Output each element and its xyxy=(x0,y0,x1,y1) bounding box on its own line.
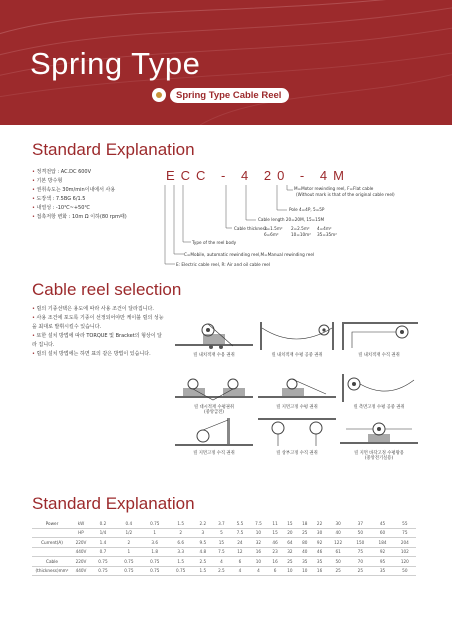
row-subheader: 440V xyxy=(72,566,90,576)
table-cell: 0.75 xyxy=(142,557,168,567)
selection-bullets xyxy=(32,305,164,359)
table-cell: 92 xyxy=(371,547,393,557)
table-cell: 40 xyxy=(327,528,349,538)
annotation-c-mobile: C=Mobile, automatic rewinding reel,M=Manual rewinding reel xyxy=(184,252,315,257)
reel-diagram-icon xyxy=(173,372,255,404)
table-cell: 70 xyxy=(349,557,371,567)
annotation-type: Type of the reel body xyxy=(192,240,237,245)
table-cell: 25 xyxy=(297,528,312,538)
diagram-caption: 릴 내치적재 수평 공중 권취 xyxy=(271,353,323,358)
table-cell: 6 xyxy=(231,557,250,567)
table-cell: 92 xyxy=(312,538,327,548)
table-cell: 0.2 xyxy=(90,519,116,528)
table-cell: 23 xyxy=(268,547,283,557)
table-cell: 0.75 xyxy=(116,557,142,567)
banner-subtitle: Spring Type Cable Reel xyxy=(170,88,289,103)
table-cell: 1.8 xyxy=(142,547,168,557)
row-header: Power xyxy=(32,519,72,528)
annotation-motor: M=Motor rewinding reel, F=Flat cable xyxy=(294,186,374,191)
table-cell: 61 xyxy=(327,547,349,557)
table-cell: 15 xyxy=(212,538,231,548)
table-row xyxy=(32,519,416,528)
diagram-caption: 릴 측면고정 수평 공중 권취 xyxy=(353,405,405,410)
annotation-thickness-d: 6=6m² xyxy=(264,232,279,237)
row-header: Current(A) xyxy=(32,538,72,548)
table-cell: 24 xyxy=(231,538,250,548)
diagram-cell xyxy=(173,320,255,358)
table-cell: 25 xyxy=(327,566,349,576)
table-cell: 16 xyxy=(312,566,327,576)
bullet-circle-icon xyxy=(152,88,166,102)
annotation-note: (Without mark is that of the original cable reel) xyxy=(296,192,395,197)
table-cell: 4 xyxy=(212,557,231,567)
table-cell: 35 xyxy=(371,566,393,576)
table-cell: 80 xyxy=(297,538,312,548)
diagram-cell xyxy=(256,372,338,410)
table-cell: 6.6 xyxy=(168,538,194,548)
list-item: • 또한 설치 방법에 따라 TORQUE 및 Bracket의 형상이 달라 집니다. xyxy=(32,332,164,350)
table-cell: 0.75 xyxy=(142,566,168,576)
table-cell: 7.5 xyxy=(231,528,250,538)
row-header: (thickness)mm² xyxy=(32,566,72,576)
table-cell: 25 xyxy=(283,557,298,567)
section-title-specs: Standard Explanation xyxy=(32,494,195,513)
table-cell: 204 xyxy=(394,538,416,548)
table-cell: 15 xyxy=(283,519,298,528)
annotation-length: Cable length 20=20M, 15=15M xyxy=(258,217,325,222)
table-cell: 3.6 xyxy=(142,538,168,548)
list-item: • 사용 조건에 포도록 기종이 선정되어야만 케이블 릴의 성능을 최대로 발휘시킬수 있습니다. xyxy=(32,314,164,332)
annotation-thickness-f: 35=35m² xyxy=(317,232,337,237)
table-cell: 4 xyxy=(231,566,250,576)
section-title-selection: Cable reel selection xyxy=(32,280,182,299)
table-cell: 1 xyxy=(142,528,168,538)
table-cell: 16 xyxy=(268,557,283,567)
list-item: • 기본 방수형 xyxy=(32,177,152,186)
table-cell: 25 xyxy=(349,566,371,576)
table-cell: 35 xyxy=(312,557,327,567)
table-cell: 3.7 xyxy=(212,519,231,528)
table-cell: 1.4 xyxy=(90,538,116,548)
table-cell: 50 xyxy=(394,566,416,576)
table-cell: 2.2 xyxy=(194,519,213,528)
diagram-cell xyxy=(338,372,420,410)
table-cell: 9.5 xyxy=(194,538,213,548)
table-cell: 1.5 xyxy=(168,557,194,567)
annotation-thickness-e: 10=10m² xyxy=(291,232,311,237)
reel-diagram-icon xyxy=(256,416,338,450)
table-cell: 55 xyxy=(394,519,416,528)
table-cell: 75 xyxy=(394,528,416,538)
reel-diagram-icon xyxy=(173,416,255,450)
table-cell: 1.5 xyxy=(168,519,194,528)
diagram-caption: 릴 내치적재 수직 권취 xyxy=(358,353,400,358)
annotation-thickness-c: 4=4m² xyxy=(317,226,332,231)
table-cell: 46 xyxy=(312,547,327,557)
list-item: • 접촉저항 변화 : 10m Ω 이하(80 rpm때) xyxy=(32,213,152,222)
table-row xyxy=(32,528,416,538)
table-cell: 20 xyxy=(283,528,298,538)
reel-diagram-icon xyxy=(173,320,255,352)
table-cell: 22 xyxy=(312,519,327,528)
table-cell: 10 xyxy=(283,566,298,576)
diagram-caption: 릴 지면고정 수직 권취 xyxy=(193,451,235,456)
diagram-cell xyxy=(256,416,338,456)
reel-diagram-icon xyxy=(338,372,420,404)
table-cell: 60 xyxy=(371,528,393,538)
table-row xyxy=(32,538,416,548)
banner-title: Spring Type xyxy=(30,46,201,81)
table-cell: 40 xyxy=(297,547,312,557)
standard-bullets xyxy=(32,168,152,222)
banner-subtitle-pill xyxy=(152,86,289,104)
spec-table xyxy=(32,519,416,576)
table-cell: 7.5 xyxy=(249,519,268,528)
table-cell: 15 xyxy=(268,528,283,538)
row-header xyxy=(32,528,72,538)
annotation-thickness-b: 2=2.5m² xyxy=(291,226,310,231)
table-cell: 64 xyxy=(283,538,298,548)
row-subheader: HP xyxy=(72,528,90,538)
row-header xyxy=(32,547,72,557)
reel-diagram-icon xyxy=(256,320,338,352)
list-item: • 권취속도는 30m/min이내에서 사용 xyxy=(32,186,152,195)
table-row xyxy=(32,566,416,576)
table-cell: 0.7 xyxy=(90,547,116,557)
table-cell: 37 xyxy=(349,519,371,528)
model-code: ECC - 4 20 - 4M xyxy=(166,168,350,183)
annotation-poles: Pole 4=4P, 5=5P xyxy=(289,207,325,212)
list-item: • 내열성 : -10℃~+50℃ xyxy=(32,204,152,213)
table-cell: 122 xyxy=(327,538,349,548)
table-cell: 11 xyxy=(268,519,283,528)
table-cell: 1/4 xyxy=(90,528,116,538)
annotation-thickness-a: 1=1.5m² xyxy=(264,226,283,231)
diagram-cell xyxy=(173,372,255,415)
row-subheader: kW xyxy=(72,519,90,528)
table-cell: 4 xyxy=(249,566,268,576)
table-cell: 50 xyxy=(327,557,349,567)
table-cell: 10 xyxy=(249,557,268,567)
table-cell: 30 xyxy=(327,519,349,528)
table-cell: 102 xyxy=(394,547,416,557)
diagram-caption: 릴 내치적재 수용 권취 xyxy=(193,353,235,358)
table-cell: 2.5 xyxy=(212,566,231,576)
reel-diagram-icon xyxy=(256,372,338,404)
table-cell: 5 xyxy=(212,528,231,538)
table-cell: 2.5 xyxy=(194,557,213,567)
table-cell: 18 xyxy=(297,519,312,528)
list-item: • 정격전압 : AC.DC 600V xyxy=(32,168,152,177)
list-item: • 릴의 설치 방법에는 하면 표의 같은 방법이 있습니다. xyxy=(32,350,164,359)
table-cell: 75 xyxy=(349,547,371,557)
table-cell: 0.75 xyxy=(90,557,116,567)
table-cell: 50 xyxy=(349,528,371,538)
row-subheader: 220V xyxy=(72,538,90,548)
table-cell: 2 xyxy=(116,538,142,548)
reel-diagram-icon xyxy=(338,416,420,450)
table-cell: 6 xyxy=(268,566,283,576)
table-cell: 30 xyxy=(312,528,327,538)
table-row xyxy=(32,557,416,567)
table-cell: 0.75 xyxy=(90,566,116,576)
table-cell: 120 xyxy=(394,557,416,567)
diagram-cell xyxy=(338,416,420,461)
table-cell: 35 xyxy=(297,557,312,567)
table-cell: 184 xyxy=(371,538,393,548)
table-cell: 10 xyxy=(297,566,312,576)
section-title-standard: Standard Explanation xyxy=(32,140,195,159)
table-cell: 3 xyxy=(194,528,213,538)
list-item: • 릴의 기종선택은 용도에 따라 사용 조건이 달라집니다. xyxy=(32,305,164,314)
table-cell: 0.75 xyxy=(116,566,142,576)
table-cell: 32 xyxy=(249,538,268,548)
table-cell: 4.8 xyxy=(194,547,213,557)
table-cell: 0.4 xyxy=(116,519,142,528)
table-cell: 95 xyxy=(371,557,393,567)
table-cell: 12 xyxy=(231,547,250,557)
table-cell: 32 xyxy=(283,547,298,557)
list-item: • 도장색 : 7.5BG 6/1.5 xyxy=(32,195,152,204)
table-cell: 5.5 xyxy=(231,519,250,528)
table-cell: 3.3 xyxy=(168,547,194,557)
row-header: Cable xyxy=(32,557,72,567)
table-cell: 1.5 xyxy=(194,566,213,576)
row-subheader: 220V xyxy=(72,557,90,567)
table-cell: 45 xyxy=(371,519,393,528)
diagram-cell xyxy=(173,416,255,456)
diagram-caption: 릴 지면고정 수평 권취 xyxy=(276,405,318,410)
table-cell: 7.5 xyxy=(212,547,231,557)
diagram-cell xyxy=(338,320,420,358)
table-row xyxy=(32,547,416,557)
table-cell: 2 xyxy=(168,528,194,538)
table-cell: 10 xyxy=(249,528,268,538)
annotation-e-electric: E: Electric cable reel, R: Air and oil cable reel xyxy=(176,262,271,267)
annotation-thickness-label: Cable thickness xyxy=(234,226,267,231)
row-subheader: 440V xyxy=(72,547,90,557)
diagram-caption: 릴 대시적재 수평권취 (중앙급전) xyxy=(193,405,235,415)
reel-diagram-icon xyxy=(338,320,420,352)
diagram-cell xyxy=(256,320,338,358)
table-cell: 0.75 xyxy=(142,519,168,528)
table-cell: 46 xyxy=(268,538,283,548)
table-cell: 0.75 xyxy=(168,566,194,576)
table-cell: 1/2 xyxy=(116,528,142,538)
diagram-caption: 릴 지면 바닥고정 수평왕용 (중앙전기실용) xyxy=(354,451,404,461)
table-cell: 1 xyxy=(116,547,142,557)
header-banner xyxy=(0,0,452,125)
table-cell: 150 xyxy=(349,538,371,548)
diagram-caption: 릴 상부고정 수직 권취 xyxy=(276,451,318,456)
table-cell: 16 xyxy=(249,547,268,557)
